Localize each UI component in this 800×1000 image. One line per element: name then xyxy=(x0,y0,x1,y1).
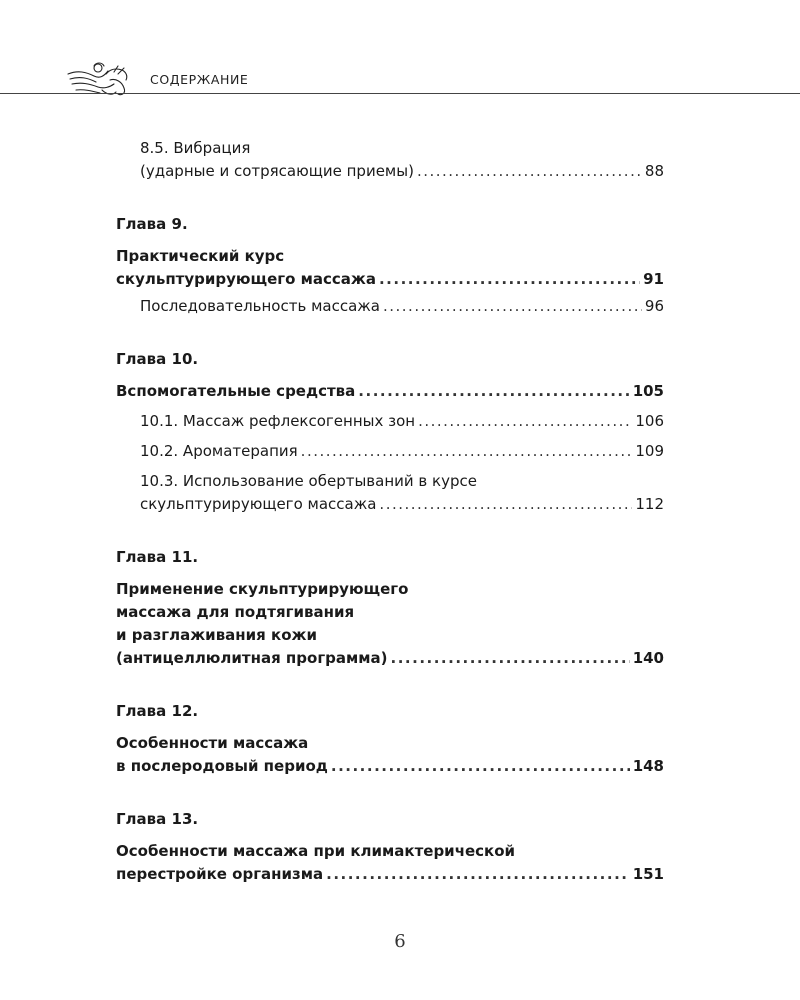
dot-leader xyxy=(417,162,642,180)
page-number: 112 xyxy=(635,495,664,513)
page-number: 105 xyxy=(632,382,664,400)
header-rule xyxy=(0,93,800,94)
dot-leader xyxy=(391,649,630,667)
dot-leader xyxy=(358,382,629,400)
page-number: 91 xyxy=(643,270,664,288)
toc-entry-10-1[interactable] xyxy=(116,412,664,435)
chapter-10-label: Глава 10. xyxy=(116,350,199,368)
toc-entry-chapter-10[interactable] xyxy=(116,382,664,405)
chapter-9-label: Глава 9. xyxy=(116,215,188,233)
toc-entry-8-5-line1: 8.5. Вибрация xyxy=(140,139,251,157)
toc-entry-chapter-9[interactable] xyxy=(116,270,664,293)
page-number: 140 xyxy=(632,649,664,667)
toc-entry-text: 10.2. Ароматерапия xyxy=(140,442,298,460)
page-number: 88 xyxy=(644,162,664,180)
toc-entry-10-3[interactable] xyxy=(116,495,664,518)
massage-hands-icon xyxy=(66,60,138,102)
chapter-11-label: Глава 11. xyxy=(116,548,199,566)
toc-entry-9-sub[interactable] xyxy=(116,297,664,320)
toc-entry-10-3-line1: 10.3. Использование обертываний в курсе xyxy=(140,472,477,490)
toc-entry-text: Последовательность массажа xyxy=(140,297,380,315)
table-of-contents xyxy=(116,139,664,888)
toc-entry-text: перестройке организма xyxy=(116,865,324,883)
toc-entry-8-5[interactable] xyxy=(116,162,664,185)
toc-entry-text: скульптурирующего массажа xyxy=(140,495,377,513)
page-number: 106 xyxy=(635,412,664,430)
toc-entry-chapter-13[interactable] xyxy=(116,865,664,888)
page-number: 151 xyxy=(632,865,664,883)
dot-leader xyxy=(326,865,630,883)
chapter-13-title-line1: Особенности массажа при климактерической xyxy=(116,842,516,860)
header-title: СОДЕРЖАНИЕ xyxy=(150,72,249,87)
toc-entry-text: в послеродовый период xyxy=(116,757,328,775)
page-number: 148 xyxy=(632,757,664,775)
chapter-11-title-line2: массажа для подтягивания xyxy=(116,603,355,621)
chapter-13-label: Глава 13. xyxy=(116,810,199,828)
dot-leader xyxy=(383,297,642,315)
dot-leader xyxy=(379,495,632,513)
dot-leader xyxy=(418,412,632,430)
folio-page-number: 6 xyxy=(394,931,406,952)
dot-leader xyxy=(379,270,640,288)
toc-entry-10-2[interactable] xyxy=(116,442,664,465)
chapter-12-title-line1: Особенности массажа xyxy=(116,734,309,752)
chapter-11-title-line1: Применение скульптурирующего xyxy=(116,580,409,598)
dot-leader xyxy=(301,442,633,460)
chapter-12-label: Глава 12. xyxy=(116,702,199,720)
page-number: 96 xyxy=(644,297,664,315)
toc-entry-text: 10.1. Массаж рефлексогенных зон xyxy=(140,412,416,430)
chapter-9-title-line1: Практический курс xyxy=(116,247,285,265)
running-header xyxy=(0,60,800,102)
toc-entry-text: Вспомогательные средства xyxy=(116,382,356,400)
dot-leader xyxy=(331,757,630,775)
toc-entry-chapter-11[interactable] xyxy=(116,649,664,672)
chapter-11-title-line3: и разглаживания кожи xyxy=(116,626,317,644)
toc-entry-text: (ударные и сотрясающие приемы) xyxy=(140,162,414,180)
toc-entry-chapter-12[interactable] xyxy=(116,757,664,780)
toc-entry-text: (антицеллюлитная программа) xyxy=(116,649,388,667)
toc-entry-text: скульптурирующего массажа xyxy=(116,270,376,288)
page-number: 109 xyxy=(635,442,664,460)
